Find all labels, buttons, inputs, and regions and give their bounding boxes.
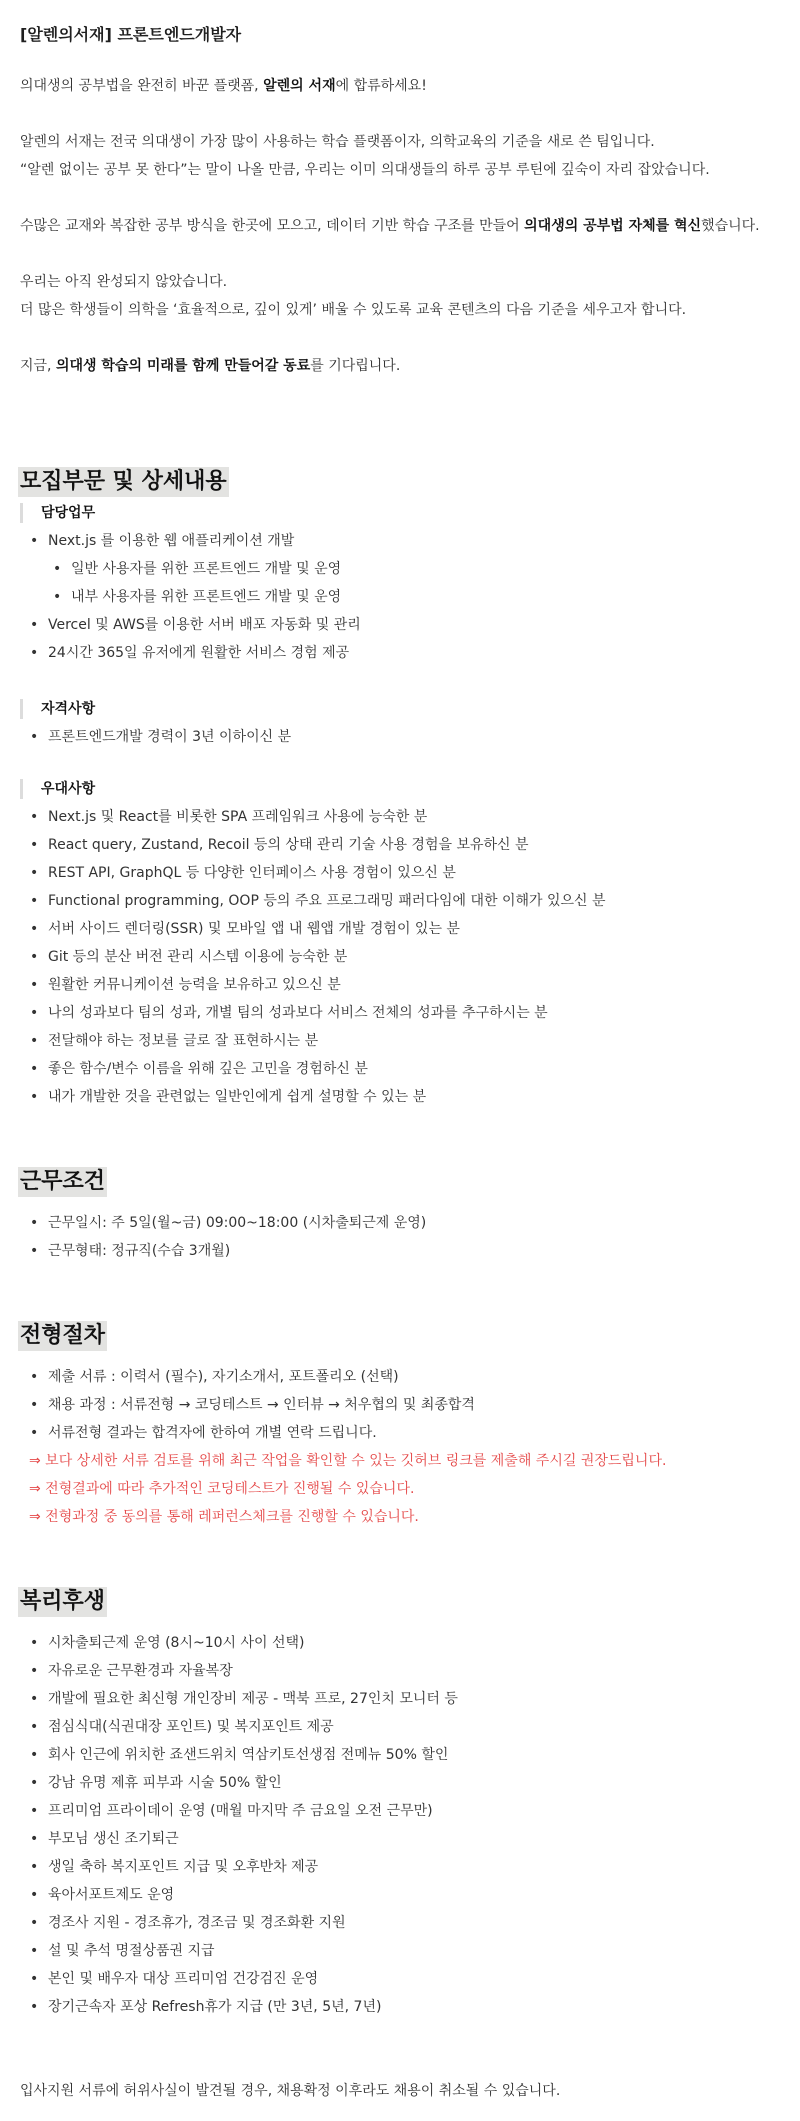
bullet-icon: • (30, 1215, 39, 1231)
list-item (30, 530, 294, 550)
list-item-text: 경조사 지원 - 경조휴가, 경조금 및 경조화환 지원 (48, 1915, 346, 1931)
section-heading-recruit: 모집부문 및 상세내용 (18, 467, 229, 497)
list-item-text: 육아서포트제도 운영 (48, 1887, 175, 1903)
bullet-icon: • (30, 921, 39, 937)
list-item-text: 제출 서류 : 이력서 (필수), 자기소개서, 포트폴리오 (선택) (48, 1369, 399, 1385)
list-item-text: 장기근속자 포상 Refresh휴가 지급 (만 3년, 5년, 7년) (48, 1999, 382, 2015)
list-item (30, 1422, 377, 1442)
bullet-icon: • (30, 533, 39, 549)
bullet-icon: • (30, 1243, 39, 1259)
list-item-text: 점심식대(식권대장 포인트) 및 복지포인트 제공 (48, 1719, 334, 1735)
list-item-text: 나의 성과보다 팀의 성과, 개별 팀의 성과보다 서비스 전체의 성과를 추구하시는 분 (48, 1005, 548, 1021)
bullet-icon: • (30, 1033, 39, 1049)
intro-bold: 알렌의 서재 (263, 78, 336, 94)
list-item-text: 회사 인근에 위치한 죠샌드위치 역삼키토선생점 전메뉴 50% 할인 (48, 1747, 449, 1763)
list-item (30, 1240, 230, 1260)
list-item (30, 1058, 368, 1078)
bullet-icon: • (30, 617, 39, 633)
list-item (30, 1688, 458, 1708)
list-item-text: 자유로운 근무환경과 자율복장 (48, 1663, 233, 1679)
intro-line-7 (20, 355, 400, 375)
list-item-text: 채용 과정 : 서류전형 → 코딩테스트 → 인터뷰 → 처우협의 및 최종합격 (48, 1397, 475, 1413)
bullet-icon: • (30, 1831, 39, 1847)
list-item-text: 생일 축하 복지포인트 지급 및 오후반차 제공 (48, 1859, 319, 1875)
subheading-duties: 담당업무 (20, 503, 95, 523)
bullet-icon: • (30, 1887, 39, 1903)
list-item (30, 1968, 318, 1988)
intro-bold: 의대생의 공부법 자체를 혁신 (524, 218, 702, 234)
bullet-icon: • (30, 1061, 39, 1077)
list-item (30, 1884, 174, 1904)
list-item (30, 1856, 318, 1876)
list-item-text: Vercel 및 AWS를 이용한 서버 배포 자동화 및 관리 (48, 617, 361, 633)
section-heading-process: 전형절차 (18, 1321, 107, 1351)
list-item (30, 1716, 334, 1736)
intro-text: 수많은 교재와 복잡한 공부 방식을 한곳에 모으고, 데이터 기반 학습 구조를 만들어 (20, 218, 525, 234)
intro-text: 의대생의 공부법을 완전히 바꾼 플랫폼, (20, 78, 264, 94)
list-item-text: 24시간 365일 유저에게 원활한 서비스 경험 제공 (48, 645, 350, 661)
intro-line-3: “알렌 없이는 공부 못 한다”는 말이 나올 만큼, 우리는 이미 의대생들의 하루 공부 루틴에 깊숙이 자리 잡았습니다. (20, 162, 710, 178)
list-item (30, 1030, 318, 1050)
footer-notice: 입사지원 서류에 허위사실이 발견될 경우, 채용확정 이후라도 채용이 취소될 수 있습니다. (20, 2083, 561, 2099)
list-item (30, 1366, 399, 1386)
bullet-icon: • (30, 1971, 39, 1987)
list-item (30, 1086, 426, 1106)
bullet-icon: • (30, 1915, 39, 1931)
bullet-icon: • (30, 729, 39, 745)
section-heading-work: 근무조건 (18, 1167, 107, 1197)
intro-line-4 (20, 215, 760, 235)
bullet-icon: • (30, 1747, 39, 1763)
list-item (30, 1002, 548, 1022)
list-item-text: 개발에 필요한 최신형 개인장비 제공 - 맥북 프로, 27인치 모니터 등 (48, 1691, 458, 1707)
intro-line-5: 우리는 아직 완성되지 않았습니다. (20, 274, 228, 290)
list-item-text: 프리미엄 프라이데이 운영 (매월 마지막 주 금요일 오전 근무만) (48, 1803, 433, 1819)
list-item-text: Git 등의 분산 버전 관리 시스템 이용에 능숙한 분 (48, 949, 348, 965)
intro-line-1 (20, 75, 427, 95)
list-item-text: 서류전형 결과는 합격자에 한하여 개별 연락 드립니다. (48, 1425, 377, 1441)
list-item-text: React query, Zustand, Recoil 등의 상태 관리 기술 사용 경험을 보유하신 분 (48, 837, 529, 853)
process-note: ⇒ 전형과정 중 동의를 통해 레퍼런스체크를 진행할 수 있습니다. (29, 1509, 419, 1525)
section-heading-benefits: 복리후생 (18, 1587, 107, 1617)
bullet-icon: • (30, 1999, 39, 2015)
list-item (30, 806, 427, 826)
bullet-icon: • (30, 1719, 39, 1735)
list-item (30, 642, 349, 662)
list-item (30, 946, 347, 966)
list-item (30, 1772, 282, 1792)
list-item-text: Functional programming, OOP 등의 주요 프로그래밍 패러다임에 대한 이해가 있으신 분 (48, 893, 606, 909)
bullet-icon: • (30, 837, 39, 853)
intro-line-2: 알렌의 서재는 전국 의대생이 가장 많이 사용하는 학습 플랫폼이자, 의학교육의 기준을 새로 쓴 팀입니다. (20, 134, 655, 150)
list-item-text: 강남 유명 제휴 피부과 시술 50% 할인 (48, 1775, 282, 1791)
bullet-icon: • (30, 1089, 39, 1105)
list-item (30, 1912, 346, 1932)
page-title: [알렌의서재] 프론트엔드개발자 (20, 25, 242, 44)
list-item-text: 설 및 추석 명절상품권 지급 (48, 1943, 215, 1959)
bullet-icon: • (30, 1943, 39, 1959)
bullet-icon: • (30, 1775, 39, 1791)
list-item-text: 일반 사용자를 위한 프론트엔드 개발 및 운영 (71, 561, 342, 577)
list-item (30, 918, 460, 938)
bullet-icon: • (30, 1369, 39, 1385)
list-item (30, 1828, 179, 1848)
list-item (30, 614, 361, 634)
intro-text: 지금, (20, 358, 56, 374)
bullet-icon: • (30, 865, 39, 881)
list-item-text: 부모님 생신 조기퇴근 (48, 1831, 179, 1847)
list-item (30, 726, 291, 746)
bullet-icon: • (30, 893, 39, 909)
process-note: ⇒ 보다 상세한 서류 검토를 위해 최근 작업을 확인할 수 있는 깃허브 링크를 제출해 주시길 권장드립니다. (29, 1453, 667, 1469)
intro-text: 를 기다립니다. (310, 358, 401, 374)
list-item-text: 원활한 커뮤니케이션 능력을 보유하고 있으신 분 (48, 977, 341, 993)
bullet-icon: • (30, 949, 39, 965)
list-item-text: 프론트엔드개발 경력이 3년 이하이신 분 (48, 729, 292, 745)
list-item (30, 1940, 215, 1960)
list-item (30, 890, 606, 910)
subheading-preferred: 우대사항 (20, 779, 95, 799)
list-item-text: 근무일시: 주 5일(월~금) 09:00~18:00 (시차출퇴근제 운영) (48, 1215, 427, 1231)
list-item (30, 1660, 233, 1680)
list-item-nested (53, 558, 341, 578)
intro-bold: 의대생 학습의 미래를 함께 만들어갈 동료 (55, 358, 311, 374)
bullet-icon: • (30, 977, 39, 993)
intro-line-6: 더 많은 학생들이 의학을 ‘효율적으로, 깊이 있게’ 배울 수 있도록 교육 콘텐츠의 다음 기준을 세우고자 합니다. (20, 302, 687, 318)
bullet-icon: • (53, 589, 62, 605)
list-item (30, 1632, 305, 1652)
intro-text: 했습니다. (701, 218, 760, 234)
list-item-text: 내부 사용자를 위한 프론트엔드 개발 및 운영 (71, 589, 342, 605)
bullet-icon: • (30, 1691, 39, 1707)
list-item (30, 1800, 433, 1820)
list-item-text: REST API, GraphQL 등 다양한 인터페이스 사용 경험이 있으신 분 (48, 865, 456, 881)
bullet-icon: • (30, 1425, 39, 1441)
intro-text: 에 합류하세요! (335, 78, 427, 94)
bullet-icon: • (30, 1397, 39, 1413)
list-item-text: Next.js 를 이용한 웹 애플리케이션 개발 (48, 533, 295, 549)
list-item-text: 본인 및 배우자 대상 프리미엄 건강검진 운영 (48, 1971, 319, 1987)
list-item-nested (53, 586, 341, 606)
bullet-icon: • (30, 645, 39, 661)
bullet-icon: • (30, 809, 39, 825)
bullet-icon: • (53, 561, 62, 577)
list-item-text: Next.js 및 React를 비롯한 SPA 프레임워크 사용에 능숙한 분 (48, 809, 428, 825)
list-item (30, 1996, 381, 2016)
list-item (30, 974, 341, 994)
list-item (30, 834, 529, 854)
bullet-icon: • (30, 1859, 39, 1875)
bullet-icon: • (30, 1663, 39, 1679)
list-item (30, 1212, 426, 1232)
subheading-qualifications: 자격사항 (20, 699, 95, 719)
bullet-icon: • (30, 1635, 39, 1651)
bullet-icon: • (30, 1803, 39, 1819)
bullet-icon: • (30, 1005, 39, 1021)
list-item-text: 전달해야 하는 정보를 글로 잘 표현하시는 분 (48, 1033, 319, 1049)
list-item-text: 시차출퇴근제 운영 (8시~10시 사이 선택) (48, 1635, 305, 1651)
list-item-text: 서버 사이드 렌더링(SSR) 및 모바일 앱 내 웹앱 개발 경험이 있는 분 (48, 921, 460, 937)
list-item (30, 1394, 475, 1414)
list-item-text: 근무형태: 정규직(수습 3개월) (48, 1243, 231, 1259)
list-item (30, 1744, 448, 1764)
process-note: ⇒ 전형결과에 따라 추가적인 코딩테스트가 진행될 수 있습니다. (29, 1481, 415, 1497)
list-item-text: 좋은 함수/변수 이름을 위해 깊은 고민을 경험하신 분 (48, 1061, 368, 1077)
list-item (30, 862, 456, 882)
list-item-text: 내가 개발한 것을 관련없는 일반인에게 쉽게 설명할 수 있는 분 (48, 1089, 427, 1105)
